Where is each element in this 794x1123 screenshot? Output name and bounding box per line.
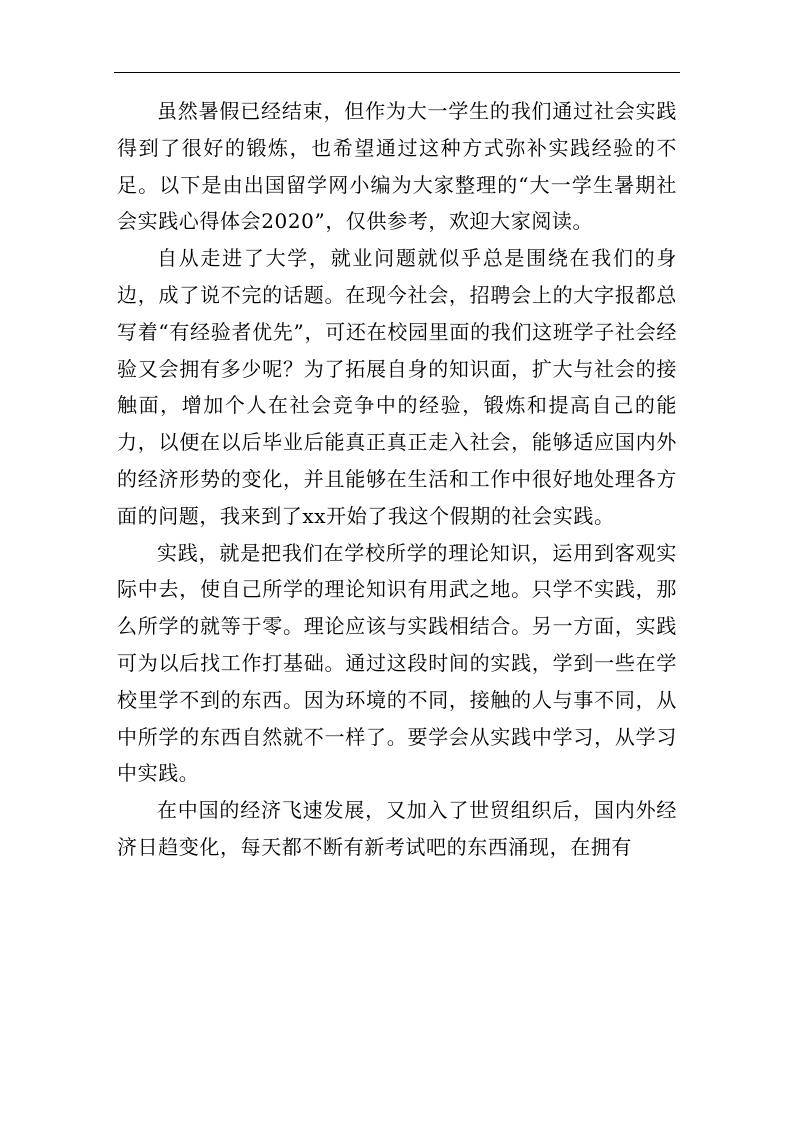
header-divider <box>114 72 680 73</box>
paragraph-intro: 虽然暑假已经结束，但作为大一学生的我们通过社会实践得到了很好的锻炼，也希望通过这种方式弥补实践经验的不足。以下是由出国留学网小编为大家整理的“大一学生暑期社会实践心得体会2020”，仅供参考，欢迎大家阅读。 <box>117 99 677 234</box>
paragraph-employment: 自从走进了大学，就业问题就似乎总是围绕在我们的身边，成了说不完的话题。在现今社会，招聘会上的大字报都总写着“有经验者优先”，可还在校园里面的我们这班学子社会经验又会拥有多少呢？为了拓展自身的知识面，扩大与社会的接触面，增加个人在社会竞争中的经验，锻炼和提高自己的能力，以便在以后毕业后能真正真正走入社会，能够适应国内外的经济形势的变化，并且能够在生活和工作中很好地处理各方面的问题，我来到了xx开始了我这个假期的社会实践。 <box>117 246 677 528</box>
paragraph-economy: 在中国的经济飞速发展，又加入了世贸组织后，国内外经济日趋变化，每天都不断有新考试吧的东西涌现，在拥有 <box>117 798 677 859</box>
paragraph-practice: 实践，就是把我们在学校所学的理论知识，运用到客观实际中去，使自己所学的理论知识有用武之地。只学不实践，那么所学的就等于零。理论应该与实践相结合。另一方面，实践可为以后找工作打基础。通过这段时间的实践，学到一些在学校里学不到的东西。因为环境的不同，接触的人与事不同，从中所学的东西自然就不一样了。要学会从实践中学习，从学习中实践。 <box>117 540 677 786</box>
document-body <box>117 93 677 866</box>
